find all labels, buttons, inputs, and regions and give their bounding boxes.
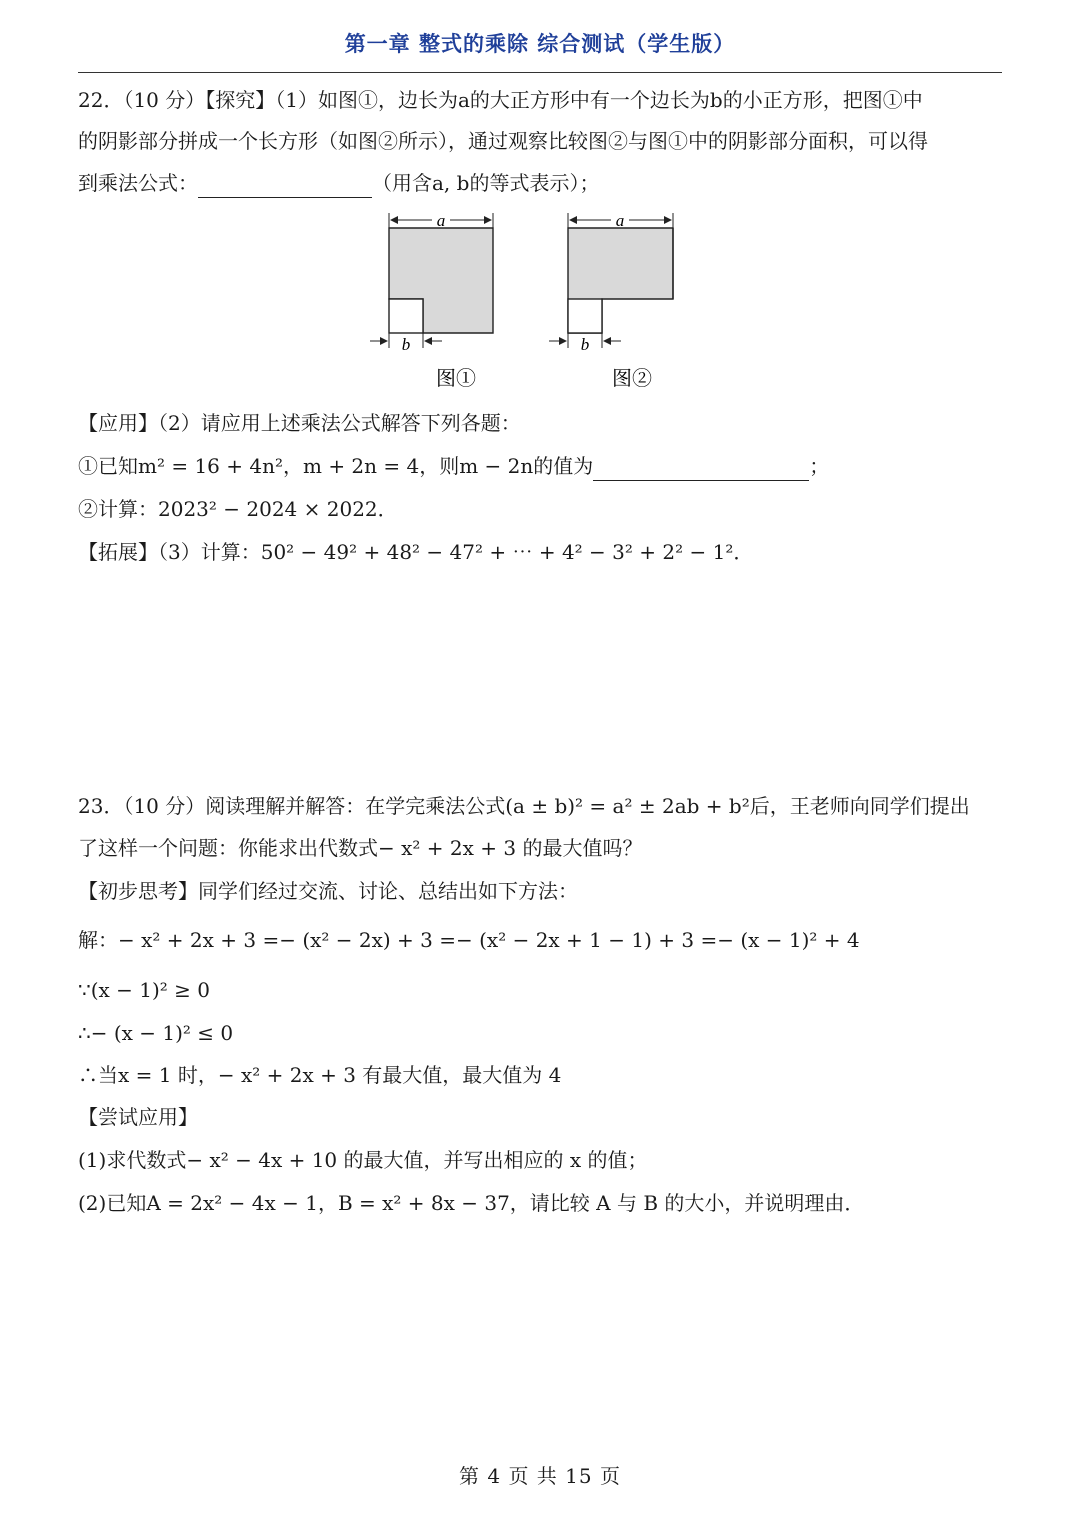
q22-figures bbox=[360, 205, 680, 395]
page-footer-number: 第 4 页 共 15 页 bbox=[459, 1464, 621, 1488]
q23-solution-4: ∴当x = 1 时，− x² + 2x + 3 有最大值，最大值为 4 bbox=[78, 1063, 562, 1087]
q22-apply-1-text: ①已知m² = 16 + 4n²，m + 2n = 4，则m − 2n的值为 bbox=[78, 454, 594, 478]
q22-line-3-prefix: 到乘法公式： bbox=[78, 171, 198, 195]
q22-apply-1 bbox=[78, 451, 1008, 481]
figure-2-caption: 图② bbox=[612, 366, 652, 390]
q22-apply-2: ②计算：2023² − 2024 × 2022． bbox=[78, 497, 398, 521]
q22-apply-1-end: ； bbox=[809, 454, 830, 478]
q22-extend: 【拓展】（3）计算：50² − 49² + 48² − 47² + ⋯ + 4² − 3² + 2² − 1²． bbox=[78, 540, 754, 564]
figure-2-diagram bbox=[549, 211, 673, 390]
q23-solution-3: ∴− (x − 1)² ≤ 0 bbox=[78, 1021, 234, 1045]
q22-answer-blank-2[interactable] bbox=[593, 458, 809, 481]
figure-1-label-a: a bbox=[436, 211, 446, 230]
q22-line-3 bbox=[78, 168, 1008, 198]
q23-try-1: (1)求代数式− x² − 4x + 10 的最大值，并写出相应的 x 的值； bbox=[78, 1148, 648, 1172]
q23-solution-2: ∵(x − 1)² ≥ 0 bbox=[78, 978, 211, 1002]
q22-line-3-suffix: （用含a, b的等式表示）； bbox=[372, 171, 600, 195]
q23-line-1: 23．（10 分）阅读理解并解答：在学完乘法公式(a ± b)² = a² ± 2ab + b²后，王老师向同学们提出 bbox=[78, 794, 970, 818]
q22-line-1: 22．（10 分）【探究】（1）如图①，边长为a的大正方形中有一个边长为b的小正方形，把图①中 bbox=[78, 88, 923, 112]
q22-apply-title: 【应用】（2）请应用上述乘法公式解答下列各题： bbox=[78, 411, 521, 435]
header-divider bbox=[78, 72, 1002, 73]
figure-2-label-b: b bbox=[580, 335, 590, 354]
q23-line-2: 了这样一个问题：你能求出代数式− x² + 2x + 3 的最大值吗？ bbox=[78, 836, 643, 860]
figure-1-caption: 图① bbox=[436, 366, 476, 390]
q23-try-title: 【尝试应用】 bbox=[78, 1105, 198, 1129]
q23-think-title: 【初步思考】同学们经过交流、讨论、总结出如下方法： bbox=[78, 879, 578, 903]
figure-2-label-a: a bbox=[615, 211, 625, 230]
q23-try-2: (2)已知A = 2x² − 4x − 1，B = x² + 8x − 37，请比较 A 与 B 的大小，并说明理由． bbox=[78, 1191, 865, 1215]
q23-solution-1: 解：− x² + 2x + 3 =− (x² − 2x) + 3 =− (x² − 2x + 1 − 1) + 3 =− (x − 1)² + 4 bbox=[78, 928, 860, 952]
page-header-title: 第一章 整式的乘除 综合测试（学生版） bbox=[344, 31, 736, 56]
q22-answer-blank-1[interactable] bbox=[198, 175, 372, 198]
q22-line-2: 的阴影部分拼成一个长方形（如图②所示），通过观察比较图②与图①中的阴影部分面积，可以得 bbox=[78, 129, 928, 153]
figure-1-label-b: b bbox=[401, 335, 411, 354]
figure-1-diagram bbox=[370, 211, 493, 390]
